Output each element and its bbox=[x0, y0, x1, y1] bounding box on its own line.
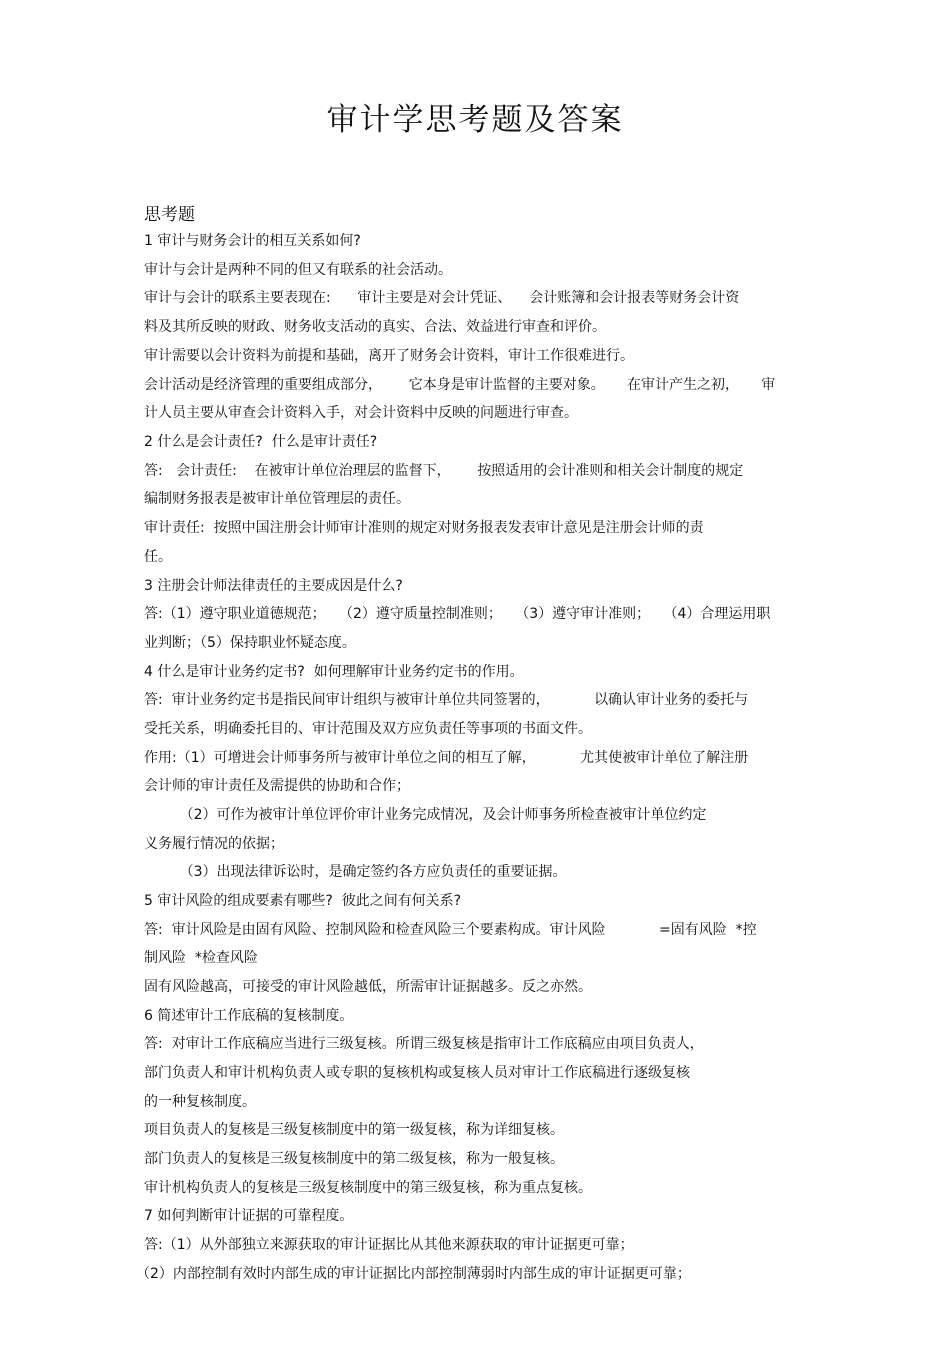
question-7: 7 如何判断审计证据的可靠程度。 bbox=[144, 1208, 354, 1224]
section-heading: 思考题 bbox=[144, 205, 195, 225]
text-line: （2）可作为被审计单位评价审计业务完成情况，及会计师事务所检查被审计单位约定 bbox=[144, 807, 707, 823]
text-line: 会计活动是经济管理的重要组成部分， 它本身是审计监督的主要对象。 在审计产生之初， 审 bbox=[144, 377, 776, 393]
text-line: 计人员主要从审查会计资料入手，对会计资料中反映的问题进行审查。 bbox=[144, 405, 578, 421]
text-line: 部门负责人和审计机构负责人或专职的复核机构或复核人员对审计工作底稿进行逐级复核 bbox=[144, 1065, 690, 1081]
text-line: 审计与会计的联系主要表现在: 审计主要是对会计凭证、 会计账簿和会计报表等财务会计资 bbox=[144, 290, 740, 306]
text-line: 答:（1）从外部独立来源获取的审计证据比从其他来源获取的审计证据更可靠； bbox=[144, 1237, 634, 1253]
text-line: 作用:（1）可增进会计师事务所与被审计单位之间的相互了解， 尤其使被审计单位了解注册 bbox=[144, 750, 749, 766]
text-line: （2）内部控制有效时内部生成的审计证据比内部控制薄弱时内部生成的审计证据更可靠； bbox=[136, 1266, 691, 1282]
question-1: 1 审计与财务会计的相互关系如何? bbox=[144, 233, 361, 249]
text-line: 任。 bbox=[144, 549, 172, 565]
text-line: 审计需要以会计资料为前提和基础，离开了财务会计资料，审计工作很难进行。 bbox=[144, 348, 634, 364]
question-3: 3 注册会计师法律责任的主要成因是什么? bbox=[144, 578, 403, 594]
text-line: 审计责任: 按照中国注册会计师审计准则的规定对财务报表发表审计意见是注册会计师的责 bbox=[144, 520, 704, 536]
text-line: 制风险 *检查风险 bbox=[144, 950, 258, 966]
text-line: 固有风险越高，可接受的审计风险越低，所需审计证据越多。反之亦然。 bbox=[144, 979, 592, 995]
text-line: 答: 会计责任: 在被审计单位治理层的监督下， 按照适用的会计准则和相关会计制度的规定 bbox=[144, 463, 744, 479]
text-line: 审计与会计是两种不同的但又有联系的社会活动。 bbox=[144, 262, 452, 278]
document-title: 审计学思考题及答案 bbox=[326, 102, 624, 138]
text-line: 会计师的审计责任及需提供的协助和合作； bbox=[144, 778, 410, 794]
text-line: 受托关系，明确委托目的、审计范围及双方应负责任等事项的书面文件。 bbox=[144, 721, 592, 737]
text-line: 项目负责人的复核是三级复核制度中的第一级复核，称为详细复核。 bbox=[144, 1122, 564, 1138]
text-line: 答:（1）遵守职业道德规范； （2）遵守质量控制准则； （3）遵守审计准则； （4）合理运用职 bbox=[144, 606, 771, 622]
text-line: （3）出现法律诉讼时，是确定签约各方应负责任的重要证据。 bbox=[144, 864, 567, 880]
question-5: 5 审计风险的组成要素有哪些? 彼此之间有何关系? bbox=[144, 893, 462, 909]
text-line: 编制财务报表是被审计单位管理层的责任。 bbox=[144, 491, 410, 507]
text-line: 部门负责人的复核是三级复核制度中的第二级复核，称为一般复核。 bbox=[144, 1151, 564, 1167]
question-4: 4 什么是审计业务约定书? 如何理解审计业务约定书的作用。 bbox=[144, 664, 524, 680]
text-line: 答: 审计业务约定书是指民间审计组织与被审计单位共同签署的， 以确认审计业务的委托与 bbox=[144, 692, 749, 708]
text-line: 答: 审计风险是由固有风险、控制风险和检查风险三个要素构成。审计风险 =固有风险 *控 bbox=[144, 922, 757, 938]
text-line: 答: 对审计工作底稿应当进行三级复核。所谓三级复核是指审计工作底稿应由项目负责人， bbox=[144, 1036, 704, 1052]
question-2: 2 什么是会计责任? 什么是审计责任? bbox=[144, 434, 378, 450]
question-6: 6 简述审计工作底稿的复核制度。 bbox=[144, 1008, 354, 1024]
text-line: 业判断；（5）保持职业怀疑态度。 bbox=[144, 635, 356, 651]
text-line: 料及其所反映的财政、财务收支活动的真实、合法、效益进行审查和评价。 bbox=[144, 319, 606, 335]
text-line: 义务履行情况的依据； bbox=[144, 836, 284, 852]
text-line: 的一种复核制度。 bbox=[144, 1094, 256, 1110]
text-line: 审计机构负责人的复核是三级复核制度中的第三级复核，称为重点复核。 bbox=[144, 1180, 592, 1196]
